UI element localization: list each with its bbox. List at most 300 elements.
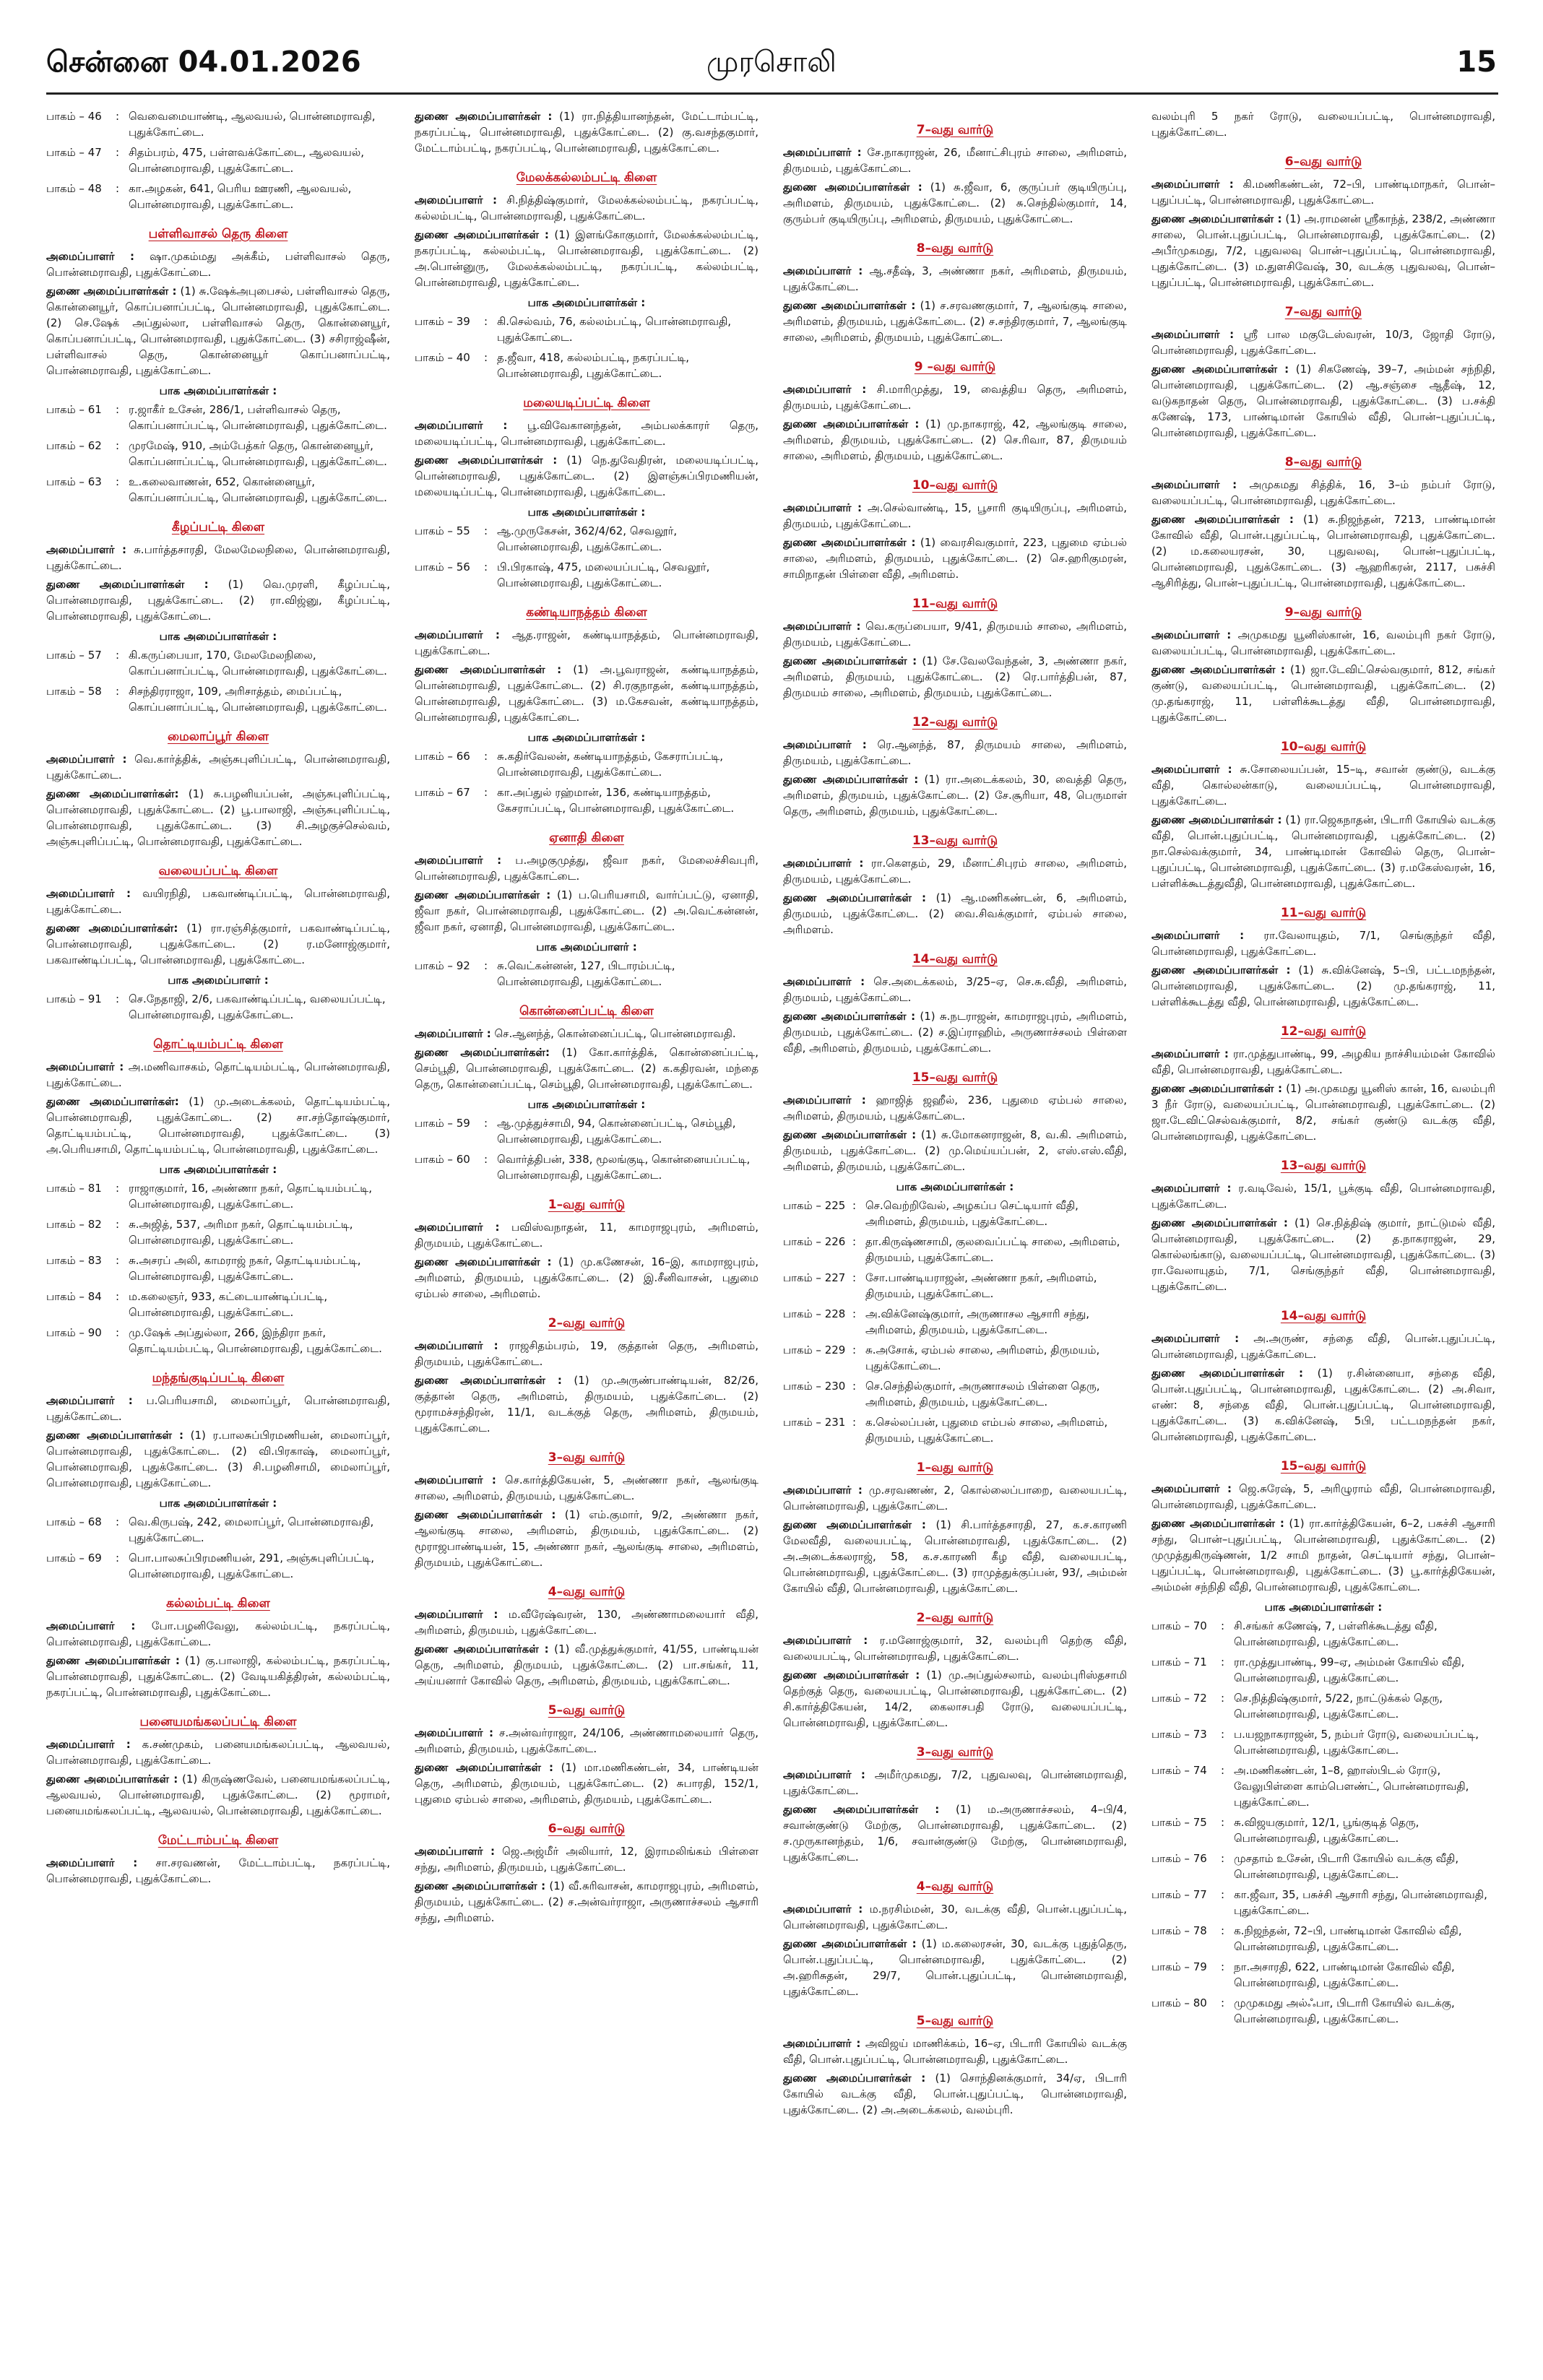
booth-entry <box>783 1234 1127 1265</box>
section-heading: பனையமங்கலப்பட்டி கிளை <box>139 1715 297 1729</box>
separator: : <box>1221 1656 1225 1669</box>
role-label: துணை அமைப்பாளர்கள் : <box>415 110 553 123</box>
sub-heading: பாக அமைப்பாளர்கள் : <box>159 630 277 643</box>
role-label: அமைப்பாளர் : <box>46 1738 131 1751</box>
entry-paragraph <box>1151 627 1495 659</box>
role-label: துணை அமைப்பாளர்கள் : <box>783 2072 926 2085</box>
entry-text: அவிஜய் மாணிக்கம், 16–ஏ, பிடாரி கோயில் வடக்கு வீதி, பொன்.புதுப்பட்டி, பொன்னமராவதி, புதுக்கோட்டை. <box>783 2037 1127 2066</box>
entry-paragraph <box>415 1219 758 1251</box>
entry-paragraph <box>783 1901 1127 1933</box>
entry-text: (1) சொந்தினக்குமார், 34/ஏ, பிடாரி கோயில் வடக்கு வீதி, பொன்.புதுப்பட்டி, பொன்னமராவதி, புதுக்கோட்டை. (2) அ.அடைக்கலம், வலம்புரி. <box>783 2072 1127 2116</box>
booth-text: அ.விக்னேஷ்குமார், அருணாசல ஆசாரி சந்து, அரிமளம், திருமயம், புதுக்கோட்டை. <box>865 1307 1090 1336</box>
booth-number: பாகம் – 59 <box>415 1117 470 1130</box>
booth-entry <box>46 108 390 140</box>
booth-entry <box>46 144 390 176</box>
entry-text: ஆத.ராஜன், கண்டியாநத்தம், பொன்னமராவதி, புதுக்கோட்டை. <box>415 628 758 657</box>
section-heading: 10–வது வார்டு <box>912 478 998 493</box>
entry-text: (1) சு.நடராஜன், காமராஜபுரம், அரிமளம், திருமயம், புதுக்கோட்டை. (2) ச.இப்ராஹிம், அருணாச்சலம் பிள்ளை வீதி, அரிமளம், திருமயம், புதுக்கோட்டை. <box>783 1010 1127 1055</box>
booth-text: கா.ஜீவா, 35, பசுச்சி ஆசாரி சந்து, பொன்னமராவதி, புதுக்கோட்டை. <box>1234 1888 1487 1917</box>
section-heading: 6–வது வார்டு <box>1284 155 1362 169</box>
entry-text: (1) அ.பூவராஜன், கண்டியாநத்தம், பொன்னமராவதி, புதுக்கோட்டை. (2) சி.ரகுநாதன், கண்டியாநத்தம், பொன்னமராவதி, புதுக்கோட்டை. (3) ம.கேசவன், கண்டியாநத்தம், பொன்னமராவதி, புதுக்கோட்டை. <box>415 663 758 724</box>
entry-paragraph <box>1151 1365 1495 1445</box>
booth-number: பாகம் – 68 <box>46 1515 102 1528</box>
entry-text: பவிஸ்வநாதன், 11, காமராஜபுரம், அரிமளம், திருமயம், புதுக்கோட்டை. <box>415 1221 758 1250</box>
role-label: அமைப்பாளர் : <box>783 1484 863 1497</box>
entry-text: (1) கோ.கார்த்திக், கொன்னைப்பட்டி, செம்பூதி, பொன்னமராவதி, புதுக்கோட்டை. (2) க.கதிரவன், மந்தை தெரு, கொன்னைப்பட்டி, செம்பூதி, பொன்னமராவதி, புதுக்கோட்டை. <box>415 1046 758 1091</box>
booth-number: பாகம் – 67 <box>415 786 470 799</box>
role-label: துணை அமைப்பாளர்கள் : <box>1151 1216 1288 1229</box>
entry-text: (1) அ.ராமனன் ஸ்ரீகாந்த், 238/2, அண்ணா சாலை, பொன்.புதுப்பட்டி, பொன்னமராவதி, புதுக்கோட்டை. (2) அபீர்முகமது, 7/2, புதுவலவு பொன்–புதுப்பட்டி, பொன்னமராவதி, புதுக்கோட்டை. (3) ம.துளசிவேஷ், 30, வடக்கு புதுவலவு, பொன்–புதுப்பட்டி, பொன்னமராவதி, புதுக்கோட்டை. <box>1151 212 1495 289</box>
booth-text: சிசந்திரராஜா, 109, அரிசாத்தம், மைப்பட்டி, கொப்பனாப்பட்டி, பொன்னமராவதி, புதுக்கோட்டை. <box>129 685 387 714</box>
role-label: அமைப்பாளர் : <box>783 1768 865 1781</box>
entry-paragraph <box>46 1771 390 1819</box>
separator: : <box>1221 1960 1225 1973</box>
entry-text: (1) மு.அப்துல்சலாம், வலம்புரிஸ்தசாமி தெற்குத் தெரு, வலையபட்டி, பொன்னமராவதி, புதுக்கோட்டை. (2) சி.கார்த்திகேயன், 14/2, கைலாசபதி ரோடு, வலையப்பட்டி, பொன்னமராவதி, புதுக்கோட்டை. <box>783 1669 1127 1729</box>
section-heading: 11–வது வார்டு <box>1280 906 1367 920</box>
entry-paragraph <box>46 1094 390 1157</box>
masthead <box>0 0 1543 87</box>
section-heading: 9 –வது வார்டு <box>914 360 996 374</box>
booth-text: முசதாம் உசேன், பிடாரி கோயில் வடக்கு வீதி, பொன்னமராவதி, புதுக்கோட்டை. <box>1234 1852 1459 1881</box>
entry-paragraph <box>783 1127 1127 1174</box>
entry-paragraph <box>46 751 390 783</box>
role-label: அமைப்பாளர் : <box>1151 1332 1240 1345</box>
booth-entry <box>1151 1923 1495 1955</box>
booth-text: பொ.பாலசுப்பிரமணியன், 291, அஞ்சுபுளிப்பட்டி, பொன்னமராவதி, புதுக்கோட்டை. <box>129 1552 375 1580</box>
booth-text: ராஜாகுமார், 16, அண்ணா நகர், தொட்டியம்பட்டி, பொன்னமராவதி, புதுக்கோட்டை. <box>129 1182 373 1211</box>
entry-text: (1) ஆ.மணிகண்டன், 6, அரிமளம், திருமயம், புதுக்கோட்டை. (2) வை.சிவக்குமார், ஏம்பல் சாலை, அரிமளம். <box>783 891 1127 936</box>
entry-paragraph <box>1151 1180 1495 1212</box>
booth-entry <box>415 1151 758 1183</box>
entry-text: (1) வெ.முரளி, கீழப்பட்டி, பொன்னமராவதி, புதுக்கோட்டை. (2) ரா.விஜ்னு, கீழப்பட்டி, பொன்னமராவதி, புதுக்கோட்டை. <box>46 578 390 623</box>
entry-paragraph <box>1151 511 1495 591</box>
entry-paragraph <box>783 737 1127 769</box>
separator: : <box>1221 1852 1225 1865</box>
entry-text: மு.சரவணண், 2, கொல்லைப்பாறை, வலையபட்டி, பொன்னமராவதி, புதுக்கோட்டை. <box>783 1484 1127 1513</box>
booth-entry <box>783 1414 1127 1446</box>
entry-paragraph <box>1151 176 1495 208</box>
entry-text: ஆ.சதீஷ், 3, அண்ணா நகர், அரிமளம், திருமயம், புதுக்கோட்டை. <box>783 264 1127 293</box>
entry-text: (1) மா.மணிகண்டன், 34, பாண்டியன் தெரு, அரிமளம், திருமயம், புதுக்கோட்டை. (2) சுபாரதி, 152/1, புதுமை ஏம்பல் சாலை, அரிமளம், திருமயம், புதுக்கோட்டை. <box>415 1761 758 1806</box>
separator: : <box>1221 1619 1225 1632</box>
booth-number: பாகம் – 73 <box>1151 1728 1207 1741</box>
booth-number: பாகம் – 72 <box>1151 1692 1207 1705</box>
booth-text: முரமேஷ், 910, அம்பேத்கர் தெரு, கொன்னையூர், கொப்பனாப்பட்டி, பொன்னமராவதி, புதுக்கோட்டை. <box>129 439 387 468</box>
section-heading: 2–வது வார்டு <box>916 1611 994 1625</box>
entry-text: (1) ர.பாலசுப்பிரமணியன், மைலாப்பூர், பொன்னமராவதி, புதுக்கோட்டை. (2) வி.பிரகாஷ், மைலாப்பூர், பொன்னமராவதி, புதுக்கோட்டை. (3) சி.பழனிசாமி, மைலாப்பூர், பொன்னமராவதி, புதுக்கோட்டை. <box>46 1429 390 1489</box>
role-label: அமைப்பாளர் : <box>1151 628 1232 641</box>
section-heading: மேட்டாம்பட்டி கிளை <box>157 1833 279 1848</box>
entry-text: ர.மனோஜ்குமார், 32, வலம்புரி தெற்கு வீதி, வலையபட்டி, பொன்னமராவதி, புதுக்கோட்டை. <box>783 1634 1127 1663</box>
entry-text: (1) ரா.கார்த்திகேயன், 6–2, பசுச்சி ஆசாரி சந்து, பொன்–புதுப்பட்டி, பொன்னமராவதி, புதுக்கோட்டை. (2) முமுத்துகிருஷ்ணன், 1/2 சாமி நாதன், செட்டியார் சந்து, பொன்–புதுப்பட்டி, பொன்னமராவதி, புதுக்கோட்டை. (3) பூ.கார்த்திகேயன், அம்மன் சந்நிதி வீதி, பொன்னமராவதி, புதுக்கோட்டை. <box>1151 1517 1495 1593</box>
booth-number: பாகம் – 61 <box>46 403 102 416</box>
entry-text: (1) சு.விக்னேஷ், 5–பி, பட்டமநந்தன், பொன்னமராவதி, புதுக்கோட்டை. (2) மு.தங்கராஜ், 11, பள்ளிக்கூடத்து வீதி, பொன்னமராவதி, புதுக்கோட்டை. <box>1151 964 1495 1008</box>
booth-number: பாகம் – 78 <box>1151 1924 1207 1937</box>
role-label: அமைப்பாளர் : <box>46 887 131 900</box>
booth-number: பாகம் – 69 <box>46 1552 102 1565</box>
role-label: துணை அமைப்பாளர்கள் : <box>415 1761 554 1774</box>
entry-paragraph <box>1151 361 1495 441</box>
role-label: அமைப்பாளர் : <box>46 1060 124 1073</box>
entry-text: (1) மு.அருண்பாண்டியன், 82/26, குத்தான் தெரு, அரிமளம், திருமயம், புதுக்கோட்டை. (2) மூராமச்சந்திரன், 11/1, வடக்குத் தெரு, அரிமளம், திருமயம், புதுக்கோட்டை. <box>415 1374 758 1435</box>
booth-number: பாகம் – 84 <box>46 1290 102 1303</box>
separator: : <box>852 1380 857 1393</box>
entry-paragraph <box>783 855 1127 887</box>
section-heading: 8–வது வார்டு <box>916 241 994 256</box>
entry-text: வெ.கருப்பையா, 9/41, திருமயம் சாலை, அரிமளம், திருமயம், புதுக்கோட்டை. <box>783 620 1127 649</box>
role-label: துணை அமைப்பாளர்கள் : <box>783 1010 916 1023</box>
booth-number: பாகம் – 39 <box>415 315 470 328</box>
entry-paragraph <box>46 886 390 917</box>
entry-paragraph <box>1151 1081 1495 1144</box>
entry-paragraph <box>415 1507 758 1570</box>
role-label: அமைப்பாளர் : <box>46 753 127 766</box>
separator: : <box>484 1117 488 1130</box>
entry-paragraph <box>46 920 390 968</box>
role-label: துணை அமைப்பாளர்கள் : <box>1151 363 1289 376</box>
entry-text: அமுகமது சித்திக், 16, 3–ம் நம்பர் ரோடு, வலையப்பட்டி, பொன்னமராவதி, புதுக்கோட்டை. <box>1151 478 1495 507</box>
separator: : <box>484 786 488 799</box>
issue-date: சென்னை 04.01.2026 <box>46 46 361 79</box>
section-heading: 12–வது வார்டு <box>912 715 998 730</box>
booth-number: பாகம் – 76 <box>1151 1852 1207 1865</box>
booth-number: பாகம் – 82 <box>46 1218 102 1231</box>
entry-paragraph <box>46 1393 390 1424</box>
booth-number: பாகம் – 71 <box>1151 1656 1207 1669</box>
column-1 <box>46 108 390 2362</box>
booth-text: சு.அசோக், ஏம்பல் சாலை, அரிமளம், திருமயம், புதுக்கோட்டை. <box>865 1343 1100 1372</box>
sub-heading: பாக அமைப்பாளர் : <box>168 974 269 987</box>
sub-heading: பாக அமைப்பாளர்கள் : <box>527 506 646 519</box>
section-heading: 5–வது வார்டு <box>916 2014 994 2028</box>
entry-text: அ.அருண், சந்தை வீதி, பொன்.புதுப்பட்டி, பொன்னமராவதி, புதுக்கோட்டை. <box>1151 1332 1495 1361</box>
booth-text: கி.கருப்பையா, 170, மேலமேலநிலை, கொப்பனாப்பட்டி, பொன்னமராவதி, புதுக்கோட்டை. <box>129 649 387 678</box>
booth-text: சு.அஜித், 537, அரிமா நகர், தொட்டியம்பட்டி, பொன்னமராவதி, புதுக்கோட்டை. <box>129 1218 353 1247</box>
entry-paragraph <box>46 1653 390 1700</box>
separator: : <box>484 561 488 574</box>
booth-entry <box>46 1514 390 1546</box>
entry-paragraph <box>46 248 390 280</box>
sub-heading: பாக அமைப்பாளர்கள் : <box>159 1497 277 1510</box>
entry-text: ஜெ.சுரேஷ், 5, அரிழுராம் வீதி, பொன்னமராவதி, பொன்னமராவதி, புதுக்கோட்டை. <box>1151 1482 1495 1511</box>
section-heading: 1–வது வார்டு <box>916 1461 994 1475</box>
separator: : <box>484 524 488 537</box>
entry-text: வலம்புரி 5 நகர் ரோடு, வலையப்பட்டி, பொன்னமராவதி, புதுக்கோட்டை. <box>1151 110 1495 139</box>
role-label: அமைப்பாளர் : <box>783 620 861 633</box>
booth-entry <box>46 683 390 715</box>
booth-number: பாகம் – 48 <box>46 182 102 195</box>
booth-text: வெவைமையாண்டி, ஆலவயல், பொன்னமராவதி, புதுக்கோட்டை. <box>129 110 376 139</box>
entry-paragraph <box>415 1760 758 1807</box>
section-heading: 13–வது வார்டு <box>912 834 998 848</box>
role-label: அமைப்பாளர் : <box>1151 1047 1229 1060</box>
entry-paragraph <box>415 887 758 935</box>
entry-paragraph <box>1151 1330 1495 1362</box>
role-label: துணை அமைப்பாளர்கள் : <box>783 654 917 667</box>
booth-text: வொர்த்திபன், 338, மூலங்குடி, கொன்னையப்பட்டி, பொன்னமராவதி, புதுக்கோட்டை. <box>497 1153 751 1182</box>
column-2 <box>415 108 758 2362</box>
entry-text: (1) கிருஷ்ணவேல், பனையமங்கலப்பட்டி, ஆலவயல், பொன்னமராவதி, புதுக்கோட்டை. (2) மூராமர், பனையமங்கலப்பட்டி, ஆலவயல், பொன்னமராவதி, புதுக்கோட்டை. <box>46 1773 390 1817</box>
entry-paragraph <box>415 192 758 224</box>
role-label: துணை அமைப்பாளர்கள் : <box>415 1879 546 1892</box>
role-label: அமைப்பாளர் : <box>783 2037 861 2050</box>
section-heading: 13–வது வார்டு <box>1280 1159 1367 1173</box>
role-label: அமைப்பாளர் : <box>1151 178 1234 191</box>
booth-entry <box>46 1216 390 1248</box>
section-heading: கொன்னைப்பட்டி கிளை <box>519 1004 654 1018</box>
role-label: துணை அமைப்பாளர்கள் : <box>783 1128 917 1141</box>
role-label: துணை அமைப்பாளர்கள் : <box>46 285 177 298</box>
separator: : <box>116 110 120 123</box>
separator: : <box>1221 1996 1225 2009</box>
role-label: அமைப்பாளர் : <box>415 854 502 867</box>
booth-number: பாகம் – 62 <box>46 439 102 452</box>
booth-number: பாகம் – 229 <box>783 1343 846 1356</box>
entry-paragraph <box>1151 1215 1495 1294</box>
entry-paragraph <box>415 1044 758 1092</box>
booth-text: ஆ.முத்துச்சாமி, 94, கொன்னைப்பட்டி, செம்பூதி, பொன்னமராவதி, புதுக்கோட்டை. <box>497 1117 736 1146</box>
booth-text: தா.கிருஷ்ணசாமி, குலவைப்பட்டி சாலை, அரிமளம், திருமயம், புதுக்கோட்டை. <box>865 1235 1120 1264</box>
entry-text: ர.வடிவேல், 15/1, பூக்குடி வீதி, பொன்னமராவதி, புதுக்கோட்டை. <box>1151 1182 1495 1211</box>
booth-number: பாகம் – 92 <box>415 959 470 972</box>
column-3 <box>783 108 1127 2362</box>
role-label: துணை அமைப்பாளர்கள் : <box>415 1374 562 1387</box>
role-label: அமைப்பாளர் : <box>415 1608 498 1621</box>
entry-text: (1) வீ.முத்துக்குமார், 41/55, பாண்டியன் தெரு, அரிமளம், திருமயம், புதுக்கோட்டை. (2) பா.சங்கர், 11, அய்யனார் கோவில் தெரு, அரிமளம், திருமயம், புதுக்கோட்டை. <box>415 1643 758 1687</box>
section-heading: 12–வது வார்டு <box>1280 1024 1367 1039</box>
role-label: அமைப்பாளர் : <box>1151 328 1235 341</box>
separator: : <box>852 1199 857 1212</box>
entry-paragraph <box>783 263 1127 295</box>
entry-paragraph <box>46 542 390 574</box>
entry-text: (1) சு.நிஜந்தன், 7213, பாண்டிமான் கோவில் வீதி, பொன்.புதுப்பட்டி, பொன்னமராவதி, புதுக்கோட்டை. (2) ம.கலையரசன், 30, புதுவலவு, பொன்–புதுப்பட்டி, பொன்னமராவதி, புதுக்கோட்டை. (3) ஆஹரிகரன், 2117, பசுச்சி ஆசிரித்து, பொன்–புதுப்பட்டி, பொன்னமராவதி, புதுக்கோட்டை. <box>1151 513 1495 589</box>
role-label: துணை அமைப்பாளர்கள்: <box>415 1046 550 1059</box>
section-heading: கல்லம்பட்டி கிளை <box>166 1596 270 1611</box>
separator: : <box>852 1416 857 1429</box>
section-heading: 6–வது வார்டு <box>548 1822 626 1836</box>
booth-text: அ.மணிகண்டன், 1–8, ஹாஸ்பிடல் ரோடு, வேலுபிள்ளை காம்பௌண்ட், பொன்னமராவதி, புதுக்கோட்டை. <box>1234 1764 1469 1809</box>
booth-text: சோ.பாண்டியராஜன், அண்ணா நகர், அரிமளம், திருமயம், புதுக்கோட்டை. <box>865 1271 1097 1300</box>
booth-entry <box>415 559 758 591</box>
role-label: அமைப்பாளர் : <box>46 1394 133 1407</box>
entry-paragraph <box>1151 326 1495 358</box>
role-label: அமைப்பாளர் : <box>783 264 863 277</box>
booth-number: பாகம் – 225 <box>783 1199 846 1212</box>
entry-paragraph <box>415 1338 758 1369</box>
role-label: துணை அமைப்பாளர்கள் : <box>1151 212 1282 225</box>
section-heading: மலையடிப்பட்டி கிளை <box>523 396 650 410</box>
section-heading: 3–வது வார்டு <box>916 1745 994 1760</box>
booth-number: பாகம் – 74 <box>1151 1764 1207 1777</box>
entry-paragraph <box>783 1767 1127 1799</box>
entry-paragraph <box>783 1092 1127 1124</box>
booth-entry <box>46 991 390 1023</box>
role-label: அமைப்பாளர் : <box>1151 763 1232 776</box>
separator: : <box>1221 1924 1225 1937</box>
section-heading: 3–வது வார்டு <box>548 1450 626 1465</box>
booth-entry <box>783 1378 1127 1410</box>
booth-entry <box>415 313 758 345</box>
entry-text: ரா.வேலாயுதம், 7/1, செங்குந்தர் வீதி, பொன்னமராவதி, புதுக்கோட்டை. <box>1151 929 1495 958</box>
booth-text: உ.கலைவாணன், 652, கொன்னையூர், கொப்பனாப்பட்டி, பொன்னமராவதி, புதுக்கோட்டை. <box>129 475 387 504</box>
entry-paragraph <box>783 618 1127 650</box>
separator: : <box>484 959 488 972</box>
entry-text: (1) செ.நித்திஷ் குமார், நாட்டுமல் வீதி, பொன்னமராவதி, புதுக்கோட்டை. (2) த.நாகராஜன், 29, கொல்லங்காடு, வலையப்பட்டி, பொன்னமராவதி, புதுக்கோட்டை. (3) ரா.வேலாயுதம், 7/1, செங்குந்தர் வீதி, பொன்னமராவதி, புதுக்கோட்டை. <box>1151 1216 1495 1293</box>
role-label: அமைப்பாளர் : <box>415 1221 500 1234</box>
role-label: அமைப்பாளர் : <box>783 501 862 514</box>
entry-text: ம.நரசிம்மன், 30, வடக்கு வீதி, பொன்.புதுப்பட்டி, பொன்னமராவதி, புதுக்கோட்டை. <box>783 1903 1127 1931</box>
entry-text: (1) அ.முகமது யூனிஸ் கான், 16, வலம்புரி 3 நீர் ரோடு, வலையப்பட்டி, பொன்னமராவதி, புதுக்கோட்டை. (2) ஜா.டேவிட்செல்வக்குமார், 8/2, சங்கர் குண்டு வடக்கு வீதி, பொன்னமராவதி, புதுக்கோட்டை. <box>1151 1082 1495 1143</box>
sub-heading: பாக அமைப்பாளர்கள் : <box>1264 1601 1383 1614</box>
booth-number: பாகம் – 91 <box>46 992 102 1005</box>
role-label: அமைப்பாளர் : <box>415 1474 496 1487</box>
entry-text: (1) சி.பார்த்தசாரதி, 27, க.ச.காரணி மேலவீதி, வலையபட்டி, பொன்னமராவதி, புதுக்கோட்டை. (2) அ.அடைக்கலராஜ், 58, க.ச.காரணி கீழ வீதி, வலையபட்டி, பொன்னமராவதி, புதுக்கோட்டை. (3) ராமுத்துக்குப்பன், 93/, அம்மன் கோயில் வீதி, பொன்னமராவதி, புதுக்கோட்டை. <box>783 1518 1127 1595</box>
entry-text: (1) ஜா.டேவிட்செல்வகுமார், 812, சங்கர் குண்டு, வலையப்பட்டி, பொன்னமராவதி, புதுக்கோட்டை. (2) மு.தங்கராஜ், 11, பள்ளிக்கூடத்து வீதி, பொன்னமராவதி, புதுக்கோட்டை. <box>1151 663 1495 724</box>
booth-entry <box>1151 1814 1495 1846</box>
entry-paragraph <box>783 1482 1127 1514</box>
entry-paragraph <box>783 653 1127 701</box>
entry-paragraph <box>783 2035 1127 2067</box>
booth-entry <box>46 647 390 679</box>
entry-text: ஸ்ரீ பால மகுடேஸ்வரன், 10/3, ஜோதி ரோடு, பொன்னமராவதி, புதுக்கோட்டை. <box>1151 328 1495 357</box>
entry-paragraph <box>415 1878 758 1926</box>
entry-text: (1) இளங்கோகுமார், மேலக்கல்லம்பட்டி, நகரப்பட்டி, கல்லம்பட்டி, பொன்னமராவதி, புதுக்கோட்டை. (2) அ.பொன்னுரு, மேலக்கல்லம்பட்டி, நகரப்பட்டி, கல்லம்பட்டி, பொன்னமராவதி, புதுக்கோட்டை. <box>415 228 758 289</box>
entry-paragraph <box>783 381 1127 413</box>
entry-paragraph <box>415 627 758 659</box>
booth-entry <box>783 1270 1127 1302</box>
entry-paragraph <box>783 535 1127 582</box>
separator: : <box>116 1290 120 1303</box>
separator: : <box>1221 1692 1225 1705</box>
section-heading: 9–வது வார்டு <box>1284 605 1362 620</box>
separator: : <box>116 1218 120 1231</box>
entry-paragraph <box>46 1855 390 1887</box>
entry-text: (1) மு.நாகராஜ், 42, ஆலங்குடி சாலை, அரிமளம், திருமயம், புதுக்கோட்டை. (2) செ.ரிவா, 87, திருமயம் சாலை, அரிமளம், திருமயம், புதுக்கோட்டை. <box>783 417 1127 462</box>
separator: : <box>1221 1816 1225 1829</box>
booth-entry <box>783 1198 1127 1229</box>
booth-entry <box>415 748 758 780</box>
booth-text: வெ.கிருபஷ், 242, மைலாப்பூர், பொன்னமராவதி, புதுக்கோட்டை. <box>129 1515 374 1544</box>
booth-text: பி.பிரகாஷ், 475, மலையப்பட்டி, செவலூர், பொன்னமராவதி, புதுக்கோட்டை. <box>497 561 710 589</box>
section-heading: மேலக்கல்லம்பட்டி கிளை <box>516 170 657 185</box>
entry-text: செ.ஆனந்த், கொன்னைப்பட்டி, பொன்னமராவதி. <box>494 1027 736 1040</box>
role-label: அமைப்பாளர் : <box>46 543 126 556</box>
entry-text: சு.பார்த்தசாரதி, மேலமேலநிலை, பொன்னமராவதி, புதுக்கோட்டை. <box>46 543 390 572</box>
entry-paragraph <box>783 771 1127 819</box>
booth-number: பாகம் – 227 <box>783 1271 846 1284</box>
role-label: துணை அமைப்பாளர்கள் : <box>783 1518 926 1531</box>
entry-text: போ.பழனிவேலு, கல்லம்பட்டி, நகரப்பட்டி, பொன்னமராவதி, புதுக்கோட்டை. <box>46 1619 390 1648</box>
role-label: துணை அமைப்பாளர்கள் : <box>1151 513 1294 526</box>
booth-entry <box>1151 1887 1495 1918</box>
role-label: அமைப்பாளர் : <box>783 1634 868 1647</box>
booth-text: கி.செல்வம், 76, கல்லம்பட்டி, பொன்னமராவதி, புதுக்கோட்டை. <box>497 315 732 344</box>
section-heading: 15–வது வார்டு <box>912 1070 998 1085</box>
role-label: துணை அமைப்பாளர்கள்: <box>46 922 178 935</box>
booth-text: முமுகமது அல்ஃபா, பிடாரி கோயில் வடக்கு, பொன்னமராவதி, புதுக்கோட்டை. <box>1234 1996 1455 2025</box>
booth-entry <box>46 1180 390 1212</box>
section-heading: பள்ளிவாசல் தெரு கிளை <box>148 227 288 241</box>
booth-number: பாகம் – 83 <box>46 1254 102 1267</box>
section-heading: 8–வது வார்டு <box>1284 455 1362 469</box>
entry-paragraph <box>1151 1046 1495 1078</box>
entry-paragraph <box>1151 812 1495 891</box>
booth-text: செ.செந்தில்குமார், அருணாசலம் பிள்ளை தெரு, அரிமளம், திருமயம், புதுக்கோட்டை. <box>865 1380 1100 1408</box>
entry-paragraph <box>415 1843 758 1875</box>
entry-text: ராஜசிதம்பரம், 19, குத்தான் தெரு, அரிமளம், திருமயம், புதுக்கோட்டை. <box>415 1339 758 1368</box>
entry-paragraph <box>46 576 390 624</box>
booth-entry <box>1151 1690 1495 1722</box>
section-heading: 2–வது வார்டு <box>548 1316 626 1330</box>
role-label: துணை அமைப்பாளர்கள் : <box>415 1255 552 1268</box>
entry-paragraph <box>415 417 758 449</box>
booth-text: சு.வெட்கன்னன், 127, பிடாரம்பட்டி, பொன்னமராவதி, புதுக்கோட்டை. <box>497 959 675 988</box>
sub-heading: பாக அமைப்பாளர்கள் : <box>527 731 646 744</box>
separator: : <box>852 1307 857 1320</box>
role-label: அமைப்பாளர் : <box>415 419 508 432</box>
entry-paragraph <box>415 452 758 500</box>
booth-entry <box>46 438 390 469</box>
booth-entry <box>415 350 758 381</box>
role-label: துணை அமைப்பாளர்கள் : <box>783 1669 920 1682</box>
section-heading: 14–வது வார்டு <box>1280 1309 1367 1323</box>
booth-entry <box>1151 1959 1495 1991</box>
entry-text: (1) ர.சின்னையா, சந்தை வீதி, பொன்.புதுப்பட்டி, பொன்னமராவதி, புதுக்கோட்டை. (2) அ.சிவா, எண்: 8, சந்தை வீதி, பொன்.புதுப்பட்டி, பொன்னமராவதி, புதுக்கோட்டை. (3) க.விக்னேஷ், 5பி, பட்டமநந்தன் நகர், பொன்னமராவதி, புதுக்கோட்டை. <box>1151 1367 1495 1443</box>
entry-text: (1) சே.வேலவேந்தன், 3, அண்ணா நகர், அரிமளம், திருமயம், புதுக்கோட்டை. (2) ரெ.பார்த்திபன், 87, திருமயம் சாலை, அரிமளம், திருமயம், புதுக்கோட்டை. <box>783 654 1127 699</box>
separator: : <box>116 992 120 1005</box>
booth-entry <box>1151 1762 1495 1810</box>
section-heading: 4–வது வார்டு <box>548 1585 626 1599</box>
booth-number: பாகம் – 46 <box>46 110 102 123</box>
booth-entry <box>46 1325 390 1356</box>
booth-entry <box>46 474 390 506</box>
role-label: அமைப்பாளர் : <box>415 1845 496 1858</box>
sub-heading: பாக அமைப்பாளர்கள் : <box>159 384 277 397</box>
section-heading: மைலாப்பூர் கிளை <box>168 730 269 744</box>
role-label: துணை அமைப்பாளர்கள் : <box>783 299 916 312</box>
separator: : <box>484 1153 488 1166</box>
page-number: 15 <box>1456 46 1497 79</box>
entry-text: (1) ம.அருணாச்சலம், 4–பி/4, சவான்குண்டு மேற்கு, பொன்னமராவதி, புதுக்கோட்டை. (2) ச.முருகானந்தம், 1/6, சவான்குண்டு மேற்கு, பொன்னமராவதி, புதுக்கோட்டை. <box>783 1803 1127 1864</box>
entry-text: (1) வைரசிவகுமார், 223, புதுமை ஏம்பல் சாலை, அரிமளம், திருமயம், புதுக்கோட்டை. (2) செ.ஹரிகுமரன், சாமிநாதன் பிள்ளை வீதி, அரிமளம். <box>783 536 1127 581</box>
separator: : <box>116 146 120 159</box>
role-label: துணை அமைப்பாளர்கள் : <box>783 181 922 194</box>
entry-text: (1) ரா.ஜெகநாதன், பிடாரி கோயில் வடக்கு வீதி, பொன்.புதுப்பட்டி, பொன்னமராவதி, புதுக்கோட்டை. (2) நா.செல்வக்குமார், 34, பாண்டிமான் கோவில் தெரு, பொன்–புதுப்பட்டி, பொன்னமராவதி, புதுக்கோட்டை. (3) ர.மகேஸ்வரன், 16, பள்ளிக்கூடத்துவீதி, பொன்னமராவதி, புதுக்கோட்டை. <box>1151 813 1495 890</box>
entry-paragraph <box>415 227 758 290</box>
entry-text: (1) சு.ஜீவா, 6, குருப்பர் குடியிருப்பு, அரிமளம், திருமயம், புதுக்கோட்டை. (2) சு.செந்தில்குமார், 14, குரும்பர் குடியிருப்பு, அரிமளம், திருமயம், புதுக்கோட்டை. <box>783 181 1127 225</box>
entry-paragraph <box>783 1008 1127 1056</box>
role-label: அமைப்பாளர் : <box>783 383 867 396</box>
entry-text: (1) ரா.அடைக்கலம், 30, வைத்தி தெரு, அரிமளம், திருமயம், புதுக்கோட்டை. (2) சே.சூரியா, 48, பெருமாள் தெரு, அரிமளம், திருமயம், புதுக்கோட்டை. <box>783 773 1127 818</box>
role-label: துணை அமைப்பாளர்கள் : <box>1151 1082 1282 1095</box>
entry-paragraph <box>46 1736 390 1768</box>
role-label: அமைப்பாளர் : <box>1151 1182 1232 1195</box>
section-heading: வலையப்பட்டி கிளை <box>158 864 278 878</box>
entry-paragraph <box>415 1026 758 1042</box>
entry-text: வயிரநிதி, பகவாண்டிப்பட்டி, பொன்னமராவதி, புதுக்கோட்டை. <box>46 887 390 916</box>
booth-number: பாகம் – 58 <box>46 685 102 698</box>
booth-entry <box>415 784 758 816</box>
booth-text: த.ஜீவா, 418, கல்லம்பட்டி, நகரப்பட்டி, பொன்னமராவதி, புதுக்கோட்டை. <box>497 351 690 380</box>
role-label: துணை அமைப்பாளர்கள் : <box>46 1429 183 1442</box>
entry-text: க.சண்முகம், பனையமங்கலப்பட்டி, ஆலவயல், பொன்னமராவதி, புதுக்கோட்டை. <box>46 1738 390 1767</box>
entry-paragraph <box>783 974 1127 1005</box>
header-rule <box>46 92 1498 95</box>
booth-number: பாகம் – 66 <box>415 750 470 763</box>
booth-number: பாகம் – 70 <box>1151 1619 1207 1632</box>
role-label: துணை அமைப்பாளர்கள் : <box>46 1773 178 1786</box>
separator: : <box>1221 1764 1225 1777</box>
